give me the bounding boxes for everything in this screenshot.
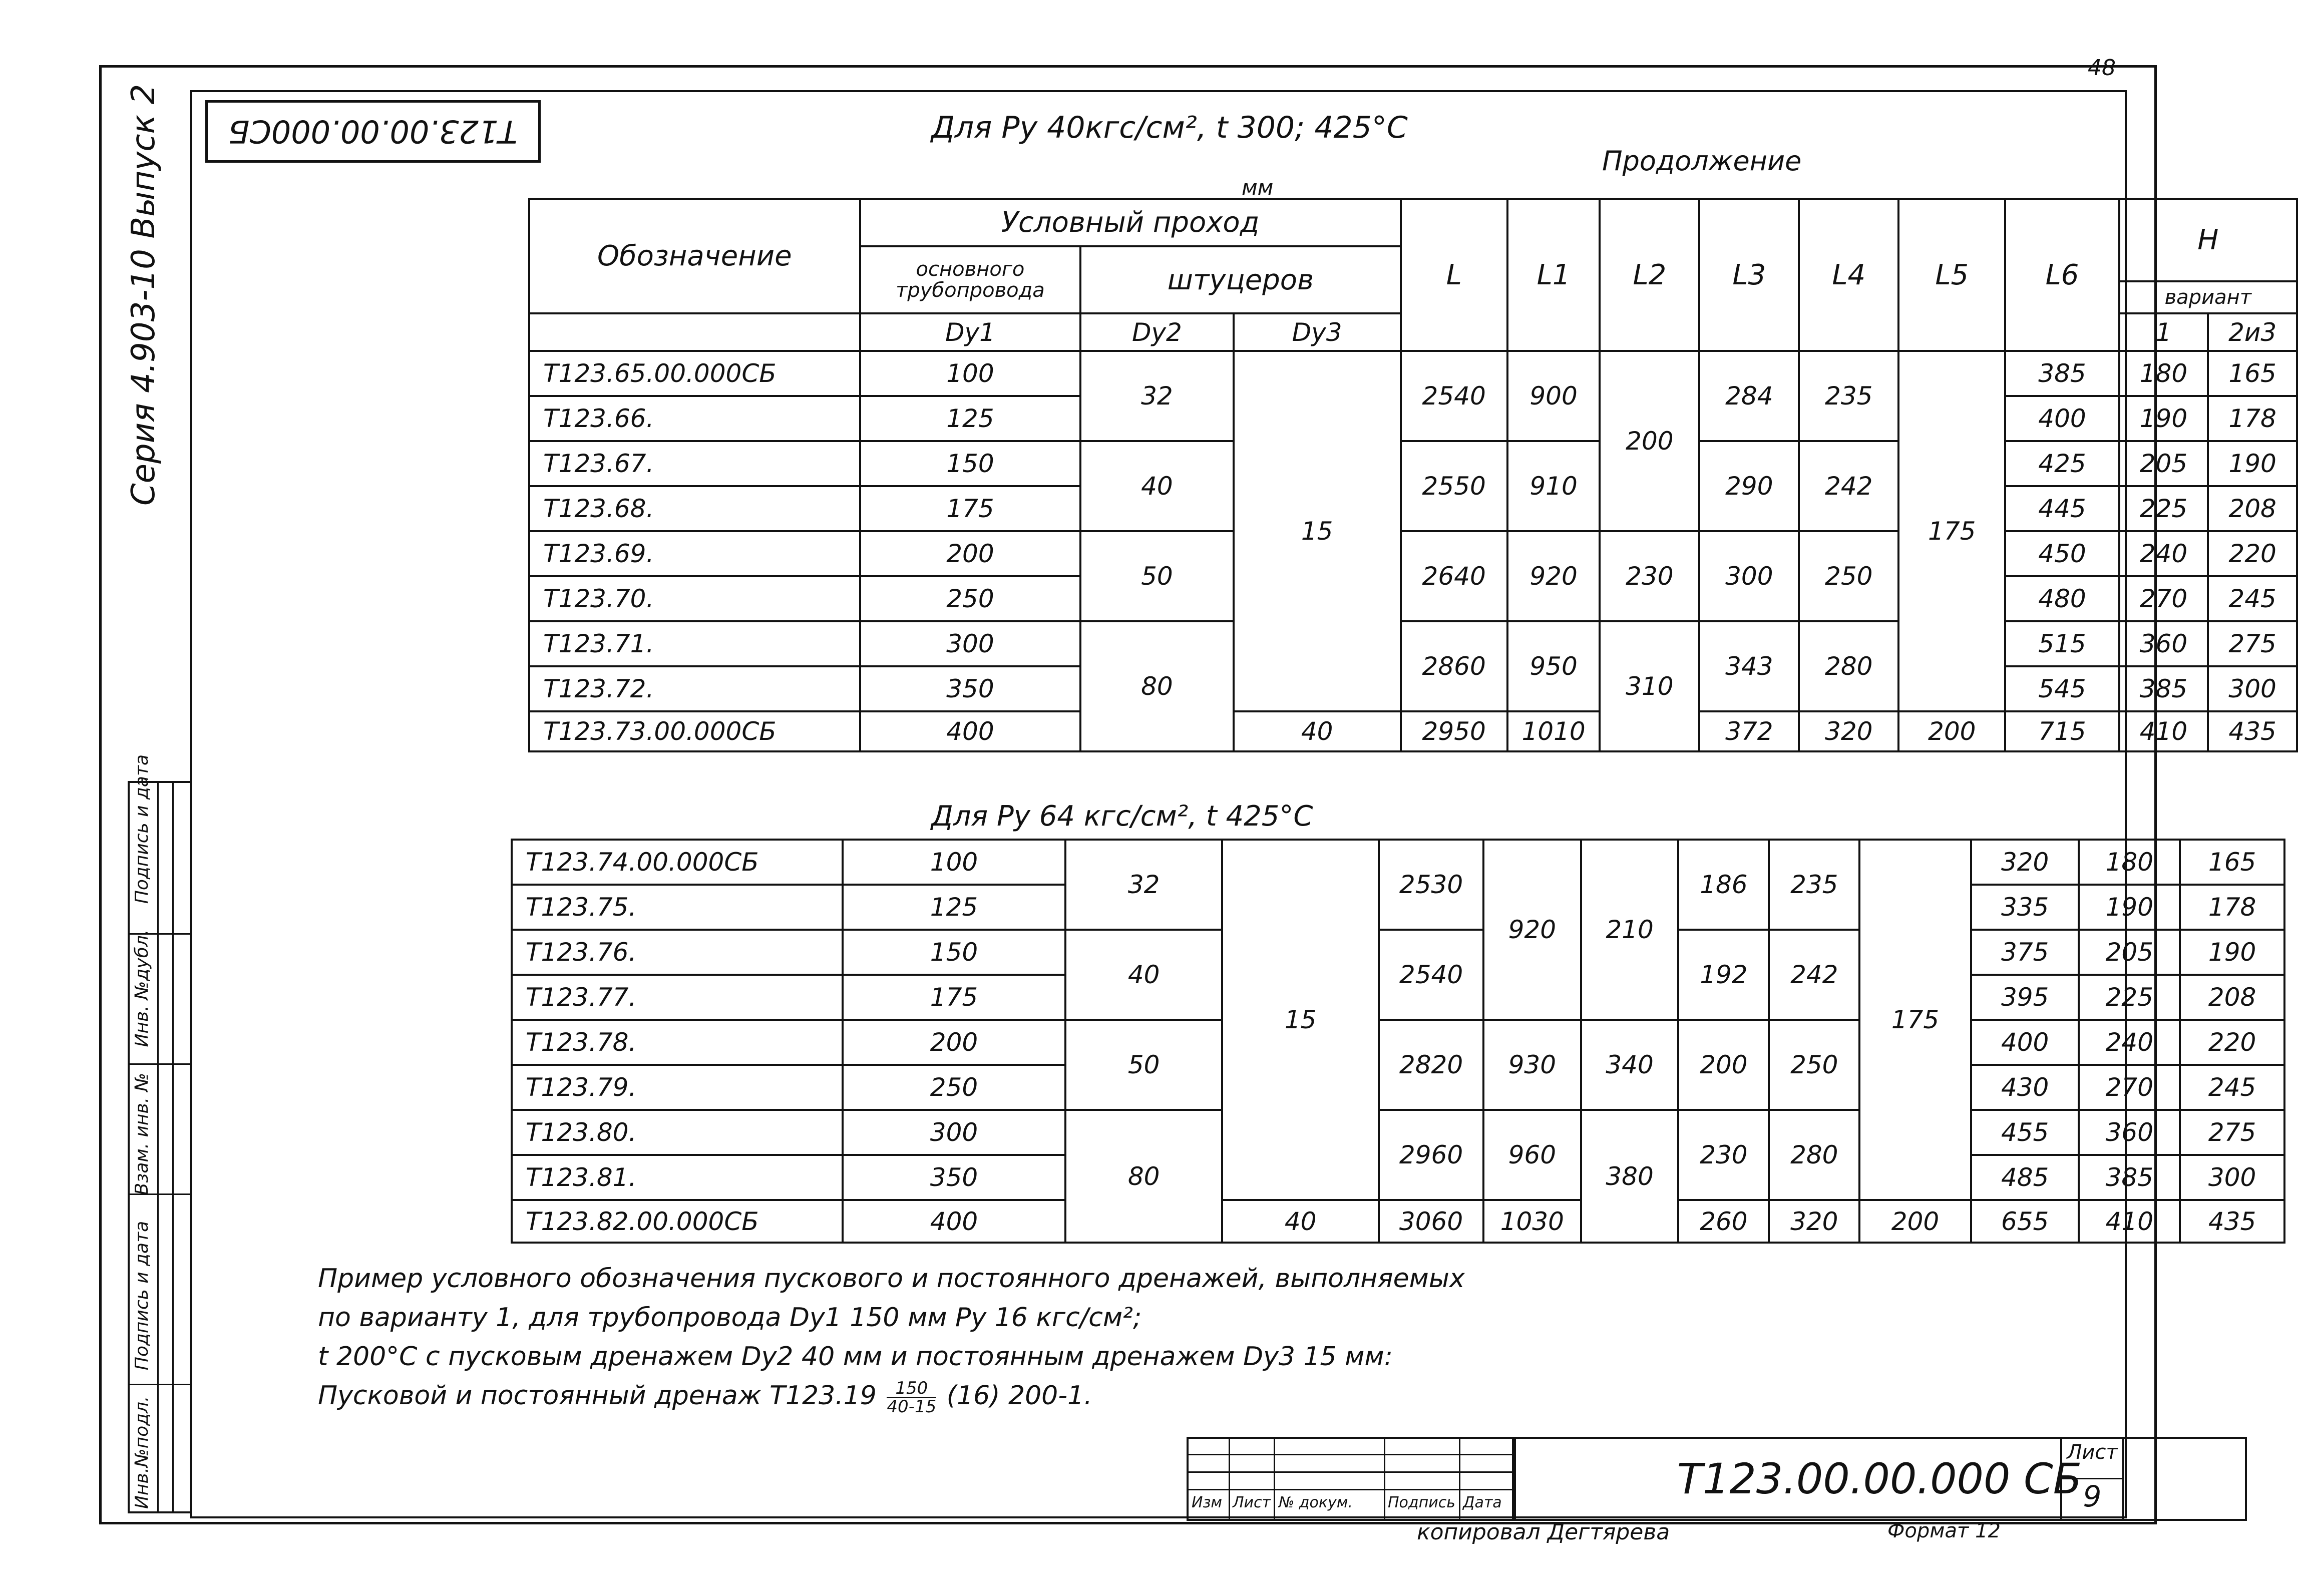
header-H: H	[2119, 199, 2297, 281]
L1-cell: 1030	[1483, 1200, 1581, 1243]
L5-cell: 175	[1898, 351, 2005, 711]
unit-label: мм	[1242, 175, 1274, 200]
L4-cell: 235	[1799, 351, 1898, 441]
designation-cell: Т123.72.	[529, 666, 860, 711]
designation-cell: Т123.75.	[512, 885, 843, 930]
designation-cell: Т123.67.	[529, 441, 860, 486]
dy1-cell: 400	[843, 1200, 1065, 1243]
header-L3: L3	[1699, 199, 1799, 351]
L-cell: 2550	[1401, 441, 1507, 531]
dy3-cell: 40	[1222, 1200, 1379, 1243]
H1-cell: 225	[2119, 486, 2208, 531]
dy1-cell: 175	[860, 486, 1080, 531]
note-line-2: по варианту 1, для трубопровода Dу1 150 мм Ру 16 кгс/см²;	[318, 1303, 1142, 1333]
side-label-dup: Инв. №дубл.	[132, 929, 152, 1047]
L2-cell: 340	[1581, 1020, 1679, 1110]
H23-cell: 165	[2208, 351, 2297, 396]
dy1-cell: 200	[843, 1020, 1065, 1065]
header-dy2: Dу2	[1080, 313, 1233, 351]
L3-cell: 372	[1699, 711, 1799, 751]
H1-cell: 180	[2079, 840, 2180, 885]
note-line-4-start: Пусковой и постоянный дренаж Т123.19	[318, 1381, 877, 1411]
header-designation-continued	[529, 313, 860, 351]
fraction	[887, 1380, 936, 1415]
H1-cell: 205	[2119, 441, 2208, 486]
dy3-cell: 15	[1234, 351, 1401, 711]
L6-cell: 480	[2005, 576, 2119, 621]
L-cell: 2860	[1401, 621, 1507, 711]
L4-cell: 250	[1799, 531, 1898, 621]
H1-cell: 360	[2079, 1110, 2180, 1155]
L1-cell: 930	[1483, 1020, 1581, 1110]
dy2-cell: 40	[1080, 441, 1233, 531]
L2-cell: 210	[1581, 840, 1679, 1020]
H23-cell: 208	[2180, 975, 2284, 1020]
dy2-cell: 32	[1080, 351, 1233, 441]
dy2-cell: 80	[1065, 1110, 1222, 1243]
header-designation: Обозначение	[529, 199, 860, 313]
designation-cell: Т123.76.	[512, 930, 843, 975]
grid-row-line	[1189, 1454, 1514, 1455]
side-stamp-box	[128, 754, 192, 1513]
L-cell: 2960	[1379, 1110, 1483, 1200]
header-fittings: штуцеров	[1080, 246, 1400, 313]
header-nominal-bore: Условный проход	[860, 199, 1401, 246]
spec-table-1	[528, 198, 2298, 752]
L4-cell: 242	[1769, 930, 1859, 1020]
H1-cell: 270	[2079, 1065, 2180, 1110]
header-v23: 2и3	[2208, 313, 2297, 351]
dy1-cell: 175	[843, 975, 1065, 1020]
L5-cell: 200	[1898, 711, 2005, 751]
L3-cell: 192	[1678, 930, 1769, 1020]
L4-cell: 250	[1769, 1020, 1859, 1110]
L6-cell: 395	[1971, 975, 2079, 1020]
side-label-text	[132, 754, 156, 1509]
designation-cell: Т123.73.00.000СБ	[529, 711, 860, 751]
L3-cell: 200	[1678, 1020, 1769, 1110]
L5-cell: 200	[1859, 1200, 1971, 1243]
L4-cell: 320	[1799, 711, 1898, 751]
designation-cell: Т123.78.	[512, 1020, 843, 1065]
H1-cell: 360	[2119, 621, 2208, 666]
H23-cell: 165	[2180, 840, 2284, 885]
spec-table-2	[511, 839, 2285, 1244]
dy1-cell: 350	[843, 1155, 1065, 1200]
grid-row-line	[1189, 1489, 1514, 1490]
label-sheet: Лист	[1233, 1494, 1271, 1511]
L1-cell: 920	[1483, 840, 1581, 1020]
L6-cell: 450	[2005, 531, 2119, 576]
sheet-label: Лист	[2067, 1441, 2118, 1464]
page-number: 48	[2088, 55, 2116, 81]
sheet-box	[2060, 1437, 2124, 1521]
designation-cell: Т123.81.	[512, 1155, 843, 1200]
section1-title: Для Ру 40кгс/см², t 300; 425°С	[931, 110, 1408, 145]
H23-cell: 208	[2208, 486, 2297, 531]
note-line-3: t 200°С с пусковым дренажем Dу2 40 мм и постоянным дренажем Dу3 15 мм:	[318, 1342, 1393, 1372]
L6-cell: 385	[2005, 351, 2119, 396]
H23-cell: 435	[2180, 1200, 2284, 1243]
L-cell: 3060	[1379, 1200, 1483, 1243]
dy2-cell: 80	[1080, 621, 1233, 751]
header-L2: L2	[1600, 199, 1699, 351]
header-main-pipe: основного трубопровода	[860, 246, 1080, 313]
section2-title: Для Ру 64 кгс/см², t 425°С	[931, 800, 1313, 833]
H23-cell: 190	[2208, 441, 2297, 486]
H23-cell: 275	[2180, 1110, 2284, 1155]
grid-row-line	[1189, 1471, 1514, 1473]
H1-cell: 205	[2079, 930, 2180, 975]
L-cell: 2640	[1401, 531, 1507, 621]
dy1-cell: 200	[860, 531, 1080, 576]
dy1-cell: 150	[860, 441, 1080, 486]
header-v1: 1	[2119, 313, 2208, 351]
H1-cell: 190	[2119, 396, 2208, 441]
designation-cell: Т123.65.00.000СБ	[529, 351, 860, 396]
L2-cell: 230	[1600, 531, 1699, 621]
document-stamp	[205, 100, 541, 163]
grid-col-line	[1459, 1439, 1460, 1519]
dy1-cell: 250	[860, 576, 1080, 621]
copied-by: копировал Дегтярева	[1417, 1519, 1670, 1545]
L4-cell: 242	[1799, 441, 1898, 531]
L2-cell: 380	[1581, 1110, 1679, 1243]
L6-cell: 375	[1971, 930, 2079, 975]
L1-cell: 1010	[1507, 711, 1600, 751]
H23-cell: 435	[2208, 711, 2297, 751]
L6-cell: 455	[1971, 1110, 2079, 1155]
H23-cell: 245	[2180, 1065, 2284, 1110]
L4-cell: 280	[1769, 1110, 1859, 1200]
grid-col-line	[1384, 1439, 1385, 1519]
H23-cell: 300	[2180, 1155, 2284, 1200]
H23-cell: 220	[2180, 1020, 2284, 1065]
L3-cell: 300	[1699, 531, 1799, 621]
side-label-sign: Подпись и дата	[132, 1221, 152, 1371]
L3-cell: 343	[1699, 621, 1799, 711]
L-cell: 2540	[1401, 351, 1507, 441]
side-column-2	[157, 783, 174, 1511]
L6-cell: 430	[1971, 1065, 2079, 1110]
dy3-cell: 15	[1222, 840, 1379, 1200]
document-code: Т123.00.00.000 СБ	[1512, 1437, 2247, 1521]
L3-cell: 230	[1678, 1110, 1769, 1200]
H1-cell: 410	[2119, 711, 2208, 751]
dy1-cell: 250	[843, 1065, 1065, 1110]
designation-cell: Т123.66.	[529, 396, 860, 441]
designation-cell: Т123.74.00.000СБ	[512, 840, 843, 885]
L4-cell: 320	[1769, 1200, 1859, 1243]
side-label-replace: Взам. инв. №	[132, 1072, 152, 1195]
series-label: Серия 4.903-10 Выпуск 2	[125, 84, 162, 506]
L6-cell: 400	[1971, 1020, 2079, 1065]
L4-cell: 280	[1799, 621, 1898, 711]
L6-cell: 445	[2005, 486, 2119, 531]
dy1-cell: 100	[860, 351, 1080, 396]
sheet-number: 9	[2062, 1478, 2122, 1513]
H1-cell: 240	[2079, 1020, 2180, 1065]
note-line-4	[318, 1376, 1465, 1415]
L6-cell: 400	[2005, 396, 2119, 441]
H1-cell: 410	[2079, 1200, 2180, 1243]
dy3-cell: 40	[1234, 711, 1401, 751]
dy2-cell: 40	[1065, 930, 1222, 1020]
H1-cell: 385	[2079, 1155, 2180, 1200]
dy1-cell: 400	[860, 711, 1080, 751]
H23-cell: 190	[2180, 930, 2284, 975]
header-dy3: Dу3	[1234, 313, 1401, 351]
note-line-1: Пример условного обозначения пускового и постоянного дренажей, выполняемых	[318, 1264, 1465, 1294]
side-label-inv: Инв.№подл.	[132, 1396, 152, 1509]
header-L1: L1	[1507, 199, 1600, 351]
dy1-cell: 125	[860, 396, 1080, 441]
dy1-cell: 300	[843, 1110, 1065, 1155]
L6-cell: 320	[1971, 840, 2079, 885]
L6-cell: 545	[2005, 666, 2119, 711]
designation-cell: Т123.80.	[512, 1110, 843, 1155]
L6-cell: 515	[2005, 621, 2119, 666]
designation-cell: Т123.70.	[529, 576, 860, 621]
L1-cell: 950	[1507, 621, 1600, 711]
designation-cell: Т123.82.00.000СБ	[512, 1200, 843, 1243]
dy1-cell: 125	[843, 885, 1065, 930]
L6-cell: 655	[1971, 1200, 2079, 1243]
designation-cell: Т123.68.	[529, 486, 860, 531]
fraction-denominator: 40-15	[887, 1396, 937, 1417]
dy1-cell: 150	[843, 930, 1065, 975]
L-cell: 2950	[1401, 711, 1507, 751]
H1-cell: 180	[2119, 351, 2208, 396]
dy1-cell: 100	[843, 840, 1065, 885]
designation-cell: Т123.79.	[512, 1065, 843, 1110]
L3-cell: 290	[1699, 441, 1799, 531]
H23-cell: 178	[2180, 885, 2284, 930]
header-L: L	[1401, 199, 1507, 351]
L1-cell: 920	[1507, 531, 1600, 621]
L1-cell: 900	[1507, 351, 1600, 441]
L2-cell: 200	[1600, 351, 1699, 531]
designation-cell: Т123.69.	[529, 531, 860, 576]
L6-cell: 335	[1971, 885, 2079, 930]
L6-cell: 485	[1971, 1155, 2079, 1200]
side-label-sign2: Подпись и дата	[132, 754, 152, 904]
L6-cell: 425	[2005, 441, 2119, 486]
dy1-cell: 350	[860, 666, 1080, 711]
L1-cell: 910	[1507, 441, 1600, 531]
dy2-cell: 32	[1065, 840, 1222, 930]
H1-cell: 270	[2119, 576, 2208, 621]
L1-cell: 960	[1483, 1110, 1581, 1200]
L3-cell: 186	[1678, 840, 1769, 930]
H1-cell: 240	[2119, 531, 2208, 576]
H1-cell: 190	[2079, 885, 2180, 930]
header-L5: L5	[1898, 199, 2005, 351]
note-line-4-end: (16) 200-1.	[946, 1381, 1092, 1411]
L-cell: 2820	[1379, 1020, 1483, 1110]
dy2-cell: 50	[1080, 531, 1233, 621]
stamp-text: Т123.00.00.000СБ	[228, 113, 518, 150]
header-L6: L6	[2005, 199, 2119, 351]
label-doc-number: № докум.	[1279, 1494, 1353, 1511]
format-label: Формат 12	[1887, 1519, 2001, 1542]
H23-cell: 220	[2208, 531, 2297, 576]
header-dy1: Dу1	[860, 313, 1080, 351]
label-change: Изм	[1192, 1494, 1223, 1511]
H23-cell: 300	[2208, 666, 2297, 711]
H1-cell: 225	[2079, 975, 2180, 1020]
L4-cell: 235	[1769, 840, 1859, 930]
L-cell: 2530	[1379, 840, 1483, 930]
H1-cell: 385	[2119, 666, 2208, 711]
label-date: Дата	[1463, 1494, 1502, 1511]
H23-cell: 245	[2208, 576, 2297, 621]
header-variant: вариант	[2119, 281, 2297, 313]
dy2-cell: 50	[1065, 1020, 1222, 1110]
designation-cell: Т123.77.	[512, 975, 843, 1020]
L3-cell: 284	[1699, 351, 1799, 441]
revision-grid	[1187, 1437, 1516, 1521]
L5-cell: 175	[1859, 840, 1971, 1200]
header-L4: L4	[1799, 199, 1898, 351]
title-block	[1187, 1437, 2123, 1517]
L2-cell: 310	[1600, 621, 1699, 751]
continuation-label: Продолжение	[1602, 145, 1802, 177]
L6-cell: 715	[2005, 711, 2119, 751]
designation-cell: Т123.71.	[529, 621, 860, 666]
H23-cell: 178	[2208, 396, 2297, 441]
grid-col-line	[1274, 1439, 1275, 1519]
example-notes	[318, 1259, 1465, 1415]
grid-col-line	[1229, 1439, 1230, 1519]
fraction-numerator: 150	[895, 1378, 928, 1398]
dy1-cell: 300	[860, 621, 1080, 666]
H23-cell: 275	[2208, 621, 2297, 666]
label-signature: Подпись	[1388, 1494, 1455, 1511]
L-cell: 2540	[1379, 930, 1483, 1020]
L3-cell: 260	[1678, 1200, 1769, 1243]
